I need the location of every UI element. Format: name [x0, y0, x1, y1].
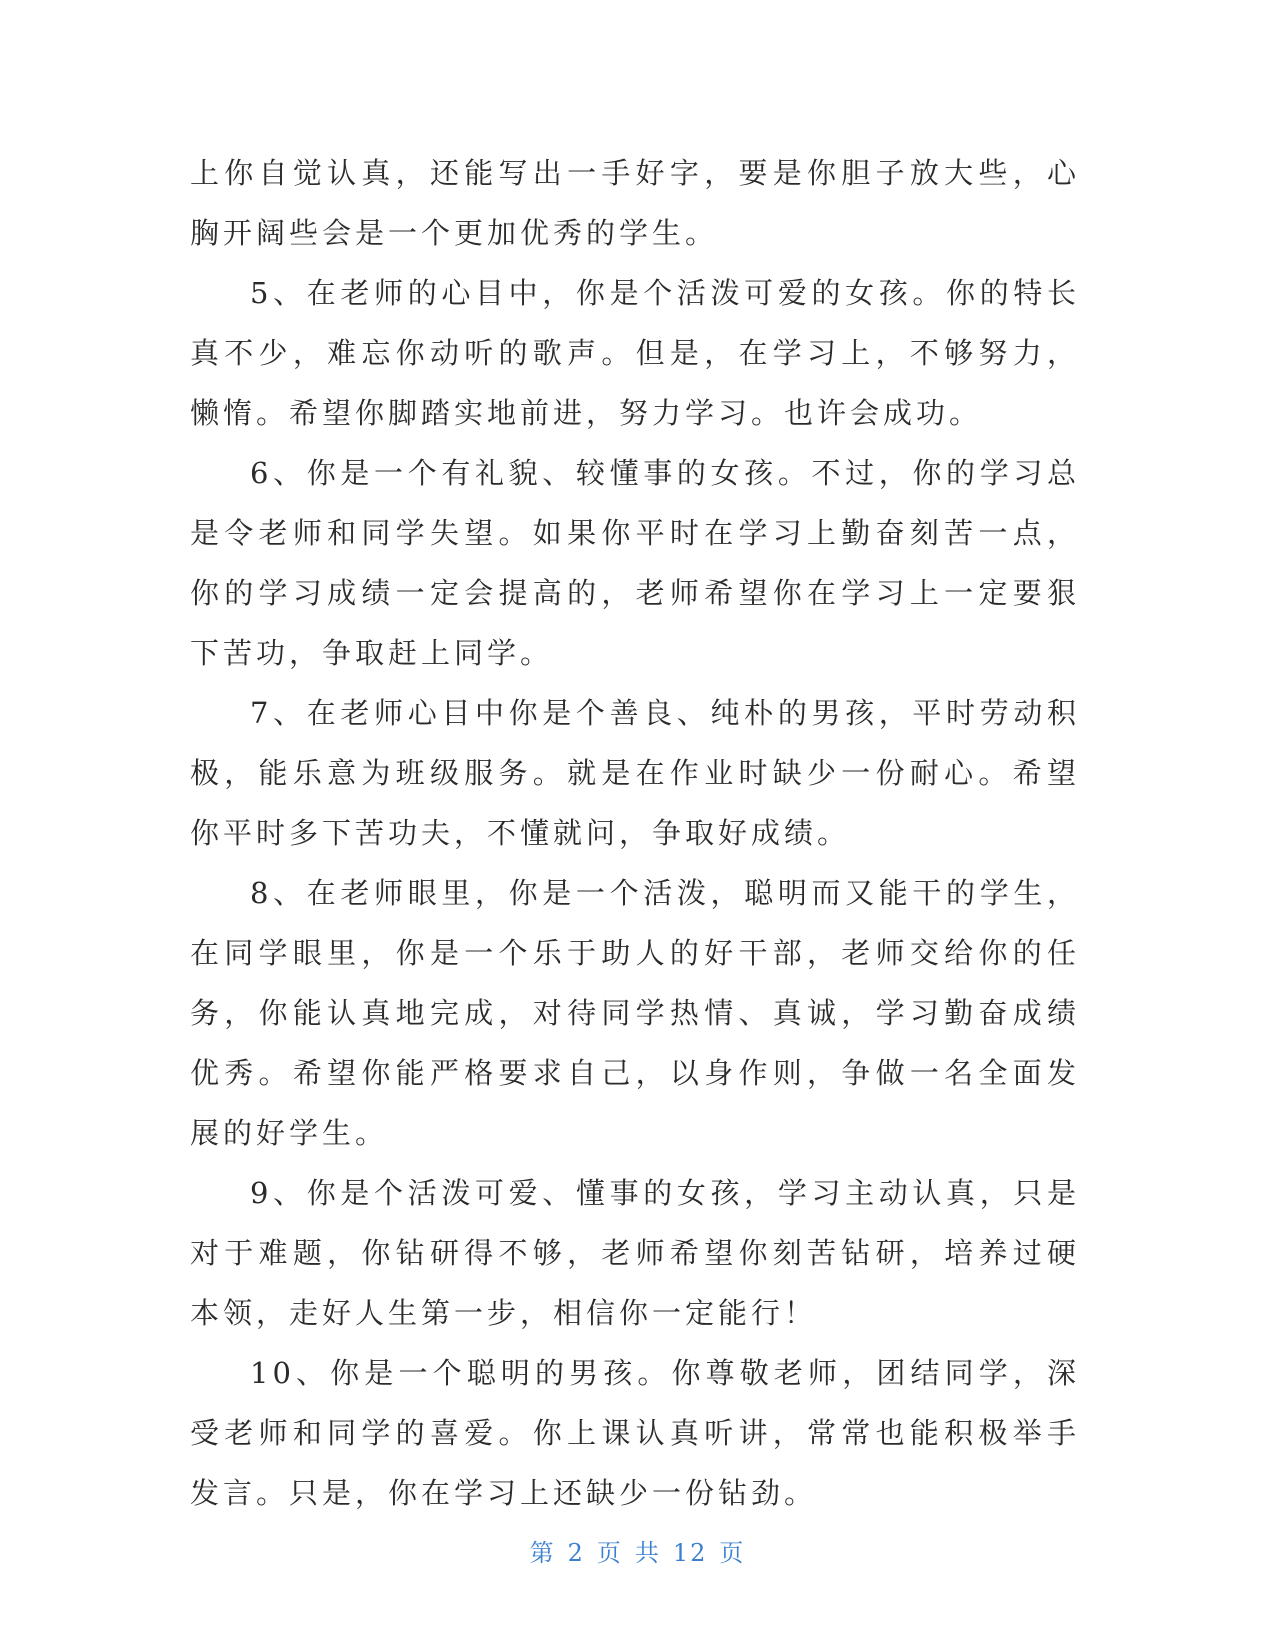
- paragraph-comment-8: 8、在老师眼里，你是一个活泼，聪明而又能干的学生，在同学眼里，你是一个乐于助人的好干部，老师交给你的任务，你能认真地完成，对待同学热情、真诚，学习勤奋成绩优秀。希望你能严格要求自己，以身作则，争做一名全面发展的好学生。: [190, 876, 1080, 1150]
- footer-total-pages: 12: [672, 1539, 708, 1567]
- footer-current-page: 2: [567, 1539, 585, 1567]
- paragraph-comment-5: 5、在老师的心目中，你是个活泼可爱的女孩。你的特长真不少，难忘你动听的歌声。但是，在学习上，不够努力，懒惰。希望你脚踏实地前进，努力学习。也许会成功。: [190, 276, 1080, 430]
- page-number-footer: [0, 1533, 1275, 1568]
- document-body: [190, 143, 1080, 1523]
- footer-page-prefix: 第: [529, 1539, 556, 1567]
- footer-total-suffix: 页: [719, 1539, 746, 1567]
- paragraph-comment-6: 6、你是一个有礼貌、较懂事的女孩。不过，你的学习总是令老师和同学失望。如果你平时在学习上勤奋刻苦一点，你的学习成绩一定会提高的，老师希望你在学习上一定要狠下苦功，争取赶上同学。: [190, 456, 1080, 670]
- paragraph-continued: 上你自觉认真，还能写出一手好字，要是你胆子放大些，心胸开阔些会是一个更加优秀的学生。: [190, 156, 1080, 250]
- paragraph-comment-7: 7、在老师心目中你是个善良、纯朴的男孩，平时劳动积极，能乐意为班级服务。就是在作业时缺少一份耐心。希望你平时多下苦功夫，不懂就问，争取好成绩。: [190, 696, 1080, 850]
- footer-total-prefix: 共: [634, 1539, 661, 1567]
- paragraph-comment-9: 9、你是个活泼可爱、懂事的女孩，学习主动认真，只是对于难题，你钻研得不够，老师希望你刻苦钻研，培养过硬本领，走好人生第一步，相信你一定能行！: [190, 1176, 1080, 1330]
- footer-page-word: 页: [596, 1539, 623, 1567]
- paragraph-comment-10: 10、你是一个聪明的男孩。你尊敬老师，团结同学，深受老师和同学的喜爱。你上课认真听讲，常常也能积极举手发言。只是，你在学习上还缺少一份钻劲。: [190, 1356, 1080, 1510]
